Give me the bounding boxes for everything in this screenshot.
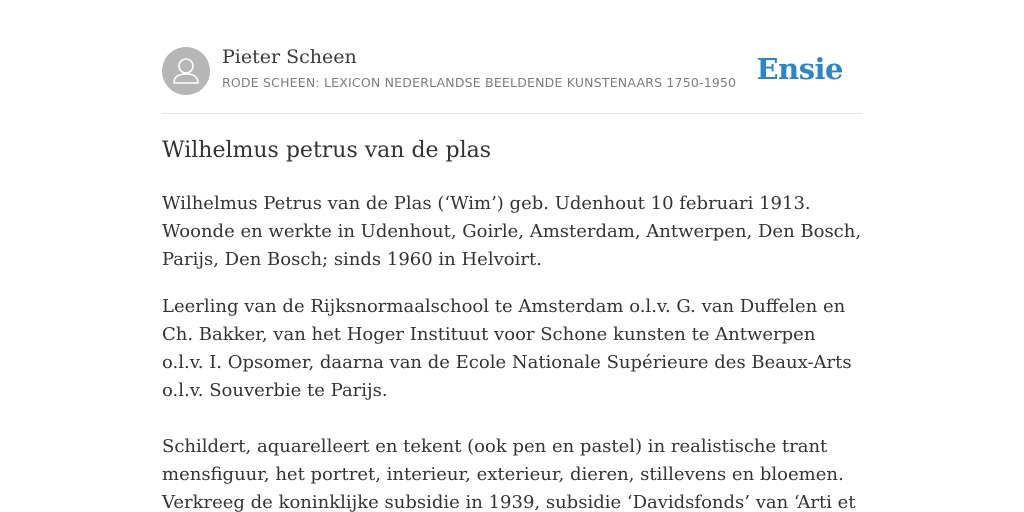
paragraph: Wilhelmus Petrus van de Plas (‘Wim’) geb. Udenhout 10 februari 1913. Woonde en werkte in Udenhout, Goirle, Amsterdam, Antwerpen, Den Bosch, Parijs, Den Bosch; sinds 1960 in Helvoirt. [162, 193, 862, 270]
paragraph-spacer [162, 405, 862, 433]
page-container [162, 0, 862, 512]
paragraph: Schildert, aquarelleert en tekent (ook pen en pastel) in realistische trant mensfiguur, het portret, interieur, exterieur, dieren, stillevens en bloemen. Verkreeg de koninklijke subsidie in 1939, subsidie ‘Davidsfonds’ van ‘Arti et [162, 436, 856, 512]
source-title[interactable]: RODE SCHEEN: LEXICON NEDERLANDSE BEELDENDE KUNSTENAARS 1750-1950 [222, 75, 737, 90]
author-name[interactable]: Pieter Scheen [222, 46, 357, 68]
header [162, 0, 862, 114]
page-title: Wilhelmus petrus van de plas [162, 138, 492, 163]
article-body [162, 190, 862, 512]
paragraph: Leerling van de Rijksnormaalschool te Amsterdam o.l.v. G. van Duffelen en Ch. Bakker, van het Hoger Instituut voor Schone kunsten te Antwerpen o.l.v. I. Opsomer, daarna van de Ecole Nationale Supérieure des Beaux-Arts o.l.v. Souverbie te Parijs. [162, 296, 852, 401]
ensie-logo[interactable]: Ensie [756, 52, 843, 86]
user-icon [162, 47, 210, 95]
avatar[interactable] [162, 47, 210, 95]
